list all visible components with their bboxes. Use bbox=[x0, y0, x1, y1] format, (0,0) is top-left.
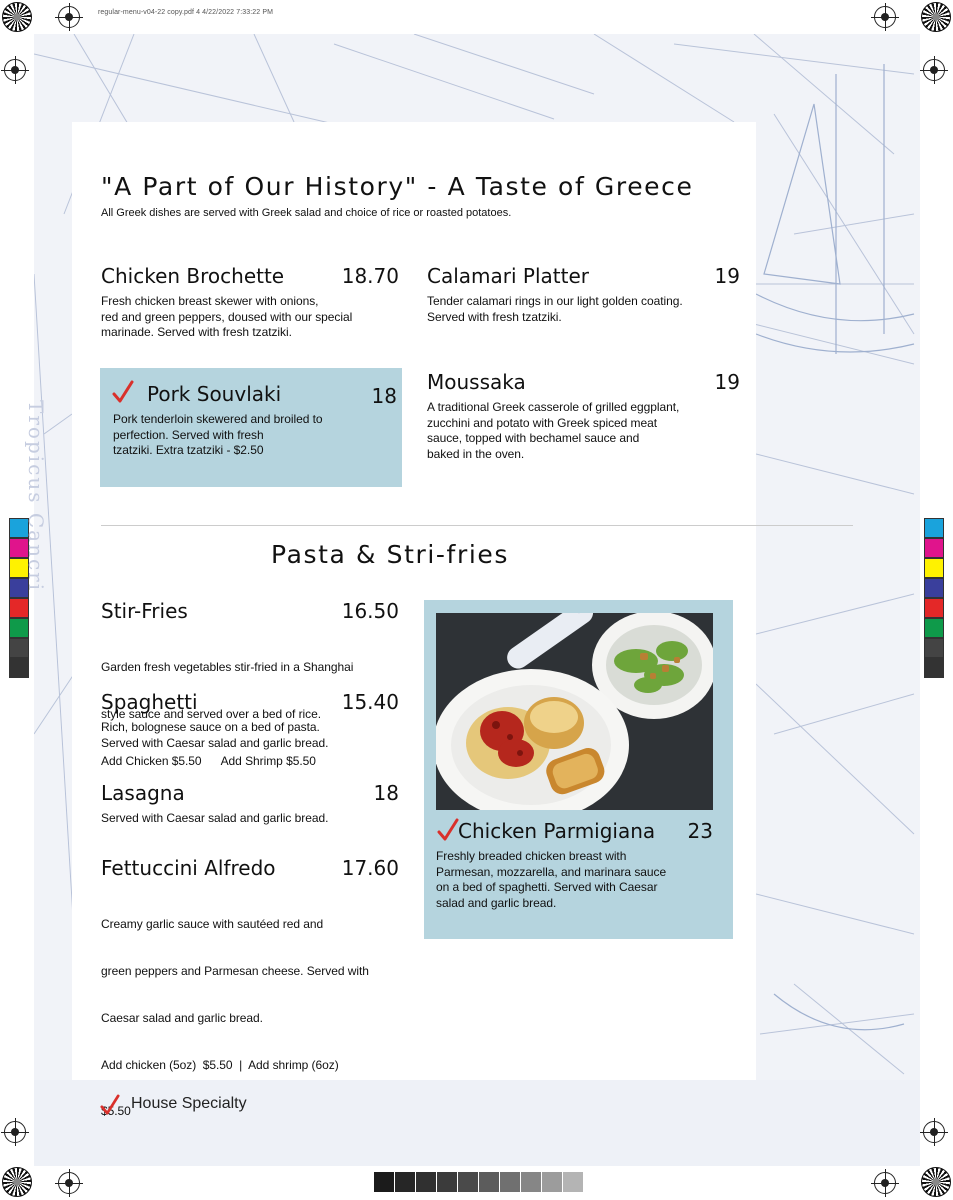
registration-star-icon bbox=[2, 1167, 32, 1197]
color-swatch bbox=[924, 638, 944, 658]
registration-star-icon bbox=[921, 1167, 951, 1197]
item-name: Fettuccini Alfredo bbox=[101, 856, 276, 880]
color-swatch bbox=[924, 538, 944, 558]
color-swatch bbox=[924, 598, 944, 618]
color-swatch bbox=[924, 578, 944, 598]
crosshair-mark-icon bbox=[58, 1172, 80, 1194]
item-name: Pork Souvlaki bbox=[147, 382, 282, 406]
crosshair-mark-icon bbox=[4, 59, 26, 81]
pasta-section-title: Pasta & Stri-fries bbox=[271, 540, 509, 569]
item-name: Stir-Fries bbox=[101, 599, 188, 623]
crosshair-mark-icon bbox=[874, 6, 896, 28]
item-price: 15.40 bbox=[341, 690, 399, 714]
item-description: Served with Caesar salad and garlic bread. bbox=[101, 811, 329, 825]
pdf-file-header: regular-menu-v04-22 copy.pdf 4 4/22/2022 7:33:22 PM bbox=[98, 9, 274, 16]
greek-section-subtitle: All Greek dishes are served with Greek salad and choice of rice or roasted potatoes. bbox=[101, 207, 512, 219]
item-price: 17.60 bbox=[341, 856, 399, 880]
background-vertical-text: Tropicus Cancri bbox=[24, 400, 48, 593]
gray-step bbox=[374, 1172, 394, 1192]
item-name: Chicken Brochette bbox=[101, 264, 285, 288]
color-swatch bbox=[9, 638, 29, 658]
gray-step bbox=[479, 1172, 499, 1192]
menu-item-moussaka bbox=[427, 370, 740, 470]
color-swatch bbox=[924, 658, 944, 678]
item-price-chicken-parmigiana: 23 bbox=[687, 819, 713, 843]
plated-dish-illustration bbox=[436, 613, 713, 810]
item-price: 16.50 bbox=[341, 599, 399, 623]
gray-step bbox=[500, 1172, 520, 1192]
color-swatch bbox=[924, 558, 944, 578]
item-description: Fresh chicken breast skewer with onions, red and green peppers, doused with our special marinade. Served with fresh tzatziki. bbox=[101, 294, 353, 340]
menu-item-lasagna bbox=[101, 781, 399, 831]
registration-star-icon bbox=[2, 2, 32, 32]
item-name: Lasagna bbox=[101, 781, 185, 805]
crosshair-mark-icon bbox=[4, 1121, 26, 1143]
house-specialty-check-icon bbox=[100, 1094, 120, 1116]
item-name-chicken-parmigiana: Chicken Parmigiana bbox=[458, 819, 656, 843]
item-name: Spaghetti bbox=[101, 690, 198, 714]
item-description: A traditional Greek casserole of grilled eggplant, zucchini and potato with Greek spiced meat sauce, topped with bechamel sauce and baked in the oven. bbox=[427, 400, 680, 461]
registration-star-icon bbox=[921, 2, 951, 32]
item-description: Creamy garlic sauce with sautéed red and green peppers and Parmesan cheese. Served with Caesar salad and garlic bread. Add chicken (5oz) $5.50 | Add shrimp (6oz) $5.50 bbox=[101, 917, 369, 1119]
item-price: 18 bbox=[373, 781, 399, 805]
item-description: Pork tenderloin skewered and broiled to perfection. Served with fresh tzatziki. Extra tzatziki - $2.50 bbox=[113, 412, 323, 458]
menu-item-chicken-brochette bbox=[101, 264, 399, 344]
chicken-parmigiana-photo bbox=[436, 613, 713, 810]
item-description-chicken-parmigiana: Freshly breaded chicken breast with Parmesan, mozzarella, and marinara sauce on a bed of spaghetti. Served with Caesar salad and garlic bread. bbox=[436, 849, 667, 910]
color-swatch bbox=[9, 658, 29, 678]
gray-step bbox=[542, 1172, 562, 1192]
house-specialty-check-icon bbox=[112, 380, 134, 404]
gray-step bbox=[521, 1172, 541, 1192]
color-swatch bbox=[924, 618, 944, 638]
section-divider bbox=[101, 525, 853, 526]
gray-step bbox=[563, 1172, 583, 1192]
gray-step bbox=[416, 1172, 436, 1192]
color-swatch bbox=[9, 618, 29, 638]
crosshair-mark-icon bbox=[58, 6, 80, 28]
crosshair-mark-icon bbox=[923, 59, 945, 81]
item-description: Rich, bolognese sauce on a bed of pasta. Served with Caesar salad and garlic bread. bbox=[101, 720, 329, 750]
gray-step bbox=[395, 1172, 415, 1192]
item-description: Garden fresh vegetables stir-fried in a Shanghai style sauce and served over a bed of rice. Add Chicken $5.50 Add Shrimp $5.50 bbox=[101, 660, 354, 768]
color-swatch bbox=[9, 598, 29, 618]
item-description: Tender calamari rings in our light golden coating. Served with fresh tzatziki. bbox=[427, 294, 683, 324]
house-specialty-legend: House Specialty bbox=[131, 1095, 247, 1112]
item-name: Moussaka bbox=[427, 370, 526, 394]
item-price: 18.70 bbox=[341, 264, 399, 288]
color-swatch bbox=[924, 518, 944, 538]
gray-step bbox=[458, 1172, 478, 1192]
item-name: Calamari Platter bbox=[427, 264, 589, 288]
crosshair-mark-icon bbox=[923, 1121, 945, 1143]
item-price: 18 bbox=[371, 384, 397, 408]
menu-item-spaghetti bbox=[101, 690, 399, 750]
item-price: 19 bbox=[714, 370, 740, 394]
gray-step-bar bbox=[374, 1172, 584, 1192]
menu-item-calamari-platter bbox=[427, 264, 740, 334]
house-specialty-check-icon bbox=[437, 818, 459, 842]
item-price: 19 bbox=[714, 264, 740, 288]
menu-item-pork-souvlaki bbox=[100, 368, 402, 487]
color-bar-right bbox=[924, 518, 944, 678]
gray-step bbox=[437, 1172, 457, 1192]
greek-section-title: "A Part of Our History" - A Taste of Greece bbox=[101, 172, 694, 201]
crosshair-mark-icon bbox=[874, 1172, 896, 1194]
